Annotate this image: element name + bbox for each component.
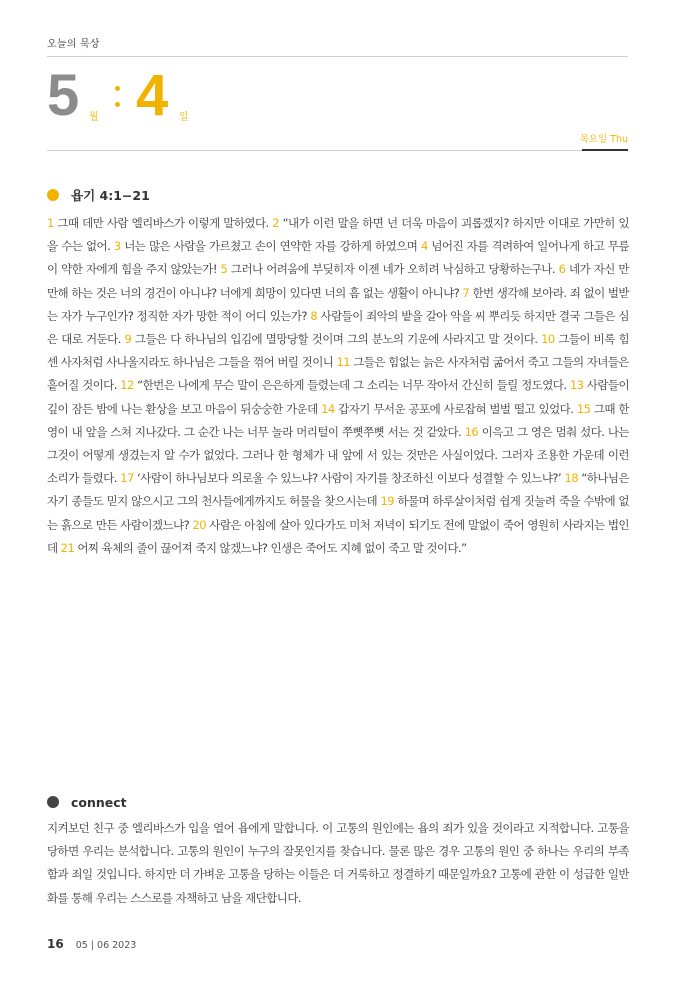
verse-text: 그들은 다 하나님의 입김에 멸망당할 것이며 그의 분노의 기운에 사라지고 말 것이다. [131, 332, 542, 347]
verse-text: 너는 많은 사람을 가르쳤고 손이 연약한 자를 강하게 하였으며 [120, 239, 421, 254]
weekday-underline [582, 149, 628, 151]
verse-number: 2 [272, 216, 280, 230]
scripture-text [47, 212, 629, 560]
colon-icon [115, 80, 121, 110]
verse-text: 사람은 아침에 살아 있다가도 미처 저녁이 되기도 전에 말없이 죽어 영원히 사라지는 법인데 [47, 517, 629, 555]
verse-text: 어찌 육체의 줄이 끊어져 죽지 않겠느냐? 인생은 죽어도 지혜 없이 죽고 말 것이다.” [74, 540, 467, 555]
scripture-reference: 욥기 4:1−21 [71, 188, 150, 203]
verse-number: 12 [120, 378, 134, 393]
verse-text: “하나님은 자기 종들도 믿지 않으시고 그의 천사들에게까지도 허물을 찾으시는데 [47, 471, 629, 509]
verse-number: 9 [124, 332, 132, 347]
verse-text: 사람들이 죄악의 밭을 갈아 악을 씨 뿌리듯 하지만 결국 그들은 심은 대로 거둔다. [47, 308, 629, 347]
verse-text: 네가 자신 만만해 하는 것은 너의 경건이 아니냐? 너에게 희망이 있다면 너의 흠 없는 생활이 아니냐? [47, 262, 629, 300]
connect-heading [47, 793, 127, 811]
day-unit: 일 [179, 112, 189, 123]
verse-text: 이윽고 그 영은 멈춰 섰다. 나는 그것이 어떻게 생겼는지 알 수가 없었다. 그러나 한 형체가 내 앞에 서 있는 것만은 사실이었다. 그러자 조용한 가운데 이런 소리가 들렸다. [47, 424, 629, 486]
verse-number: 21 [60, 540, 75, 555]
verse-number: 15 [576, 401, 591, 416]
verse-text: “내가 이런 말을 하면 넌 더욱 마음이 괴롭겠지? 하지만 이대로 가만히 있을 수는 없어. [47, 216, 629, 254]
connect-title: connect [71, 794, 127, 810]
month-unit: 월 [89, 112, 99, 123]
verse-number: 13 [569, 378, 584, 393]
verse-number: 5 [220, 262, 228, 277]
verse-text: “한번은 나에게 무슨 말이 은은하게 들렸는데 그 소리는 너무 작아서 간신히 들릴 정도였다. [133, 378, 570, 393]
verse-number: 18 [564, 471, 578, 486]
section-label: 오늘의 묵상 [47, 39, 100, 50]
verse-number: 14 [321, 401, 335, 416]
verse-text: 그때 데만 사람 엘리바스가 이렇게 말하였다. [53, 216, 273, 230]
page-footer [47, 937, 136, 951]
verse-number: 7 [462, 285, 470, 300]
connect-body: 지켜보던 친구 중 엘리바스가 입을 열어 욥에게 말합니다. 이 고통의 원인에는 욥의 죄가 있을 것이라고 지적합니다. 고통을 당하면 우리는 분석합니다. 고통의 원인이 누구의 잘못인지를 찾습니다. 물론 많은 경우 고통의 원인 중 하나는 우리의 부족함과 죄일 것입니다. 하지만 더 가벼운 고통을 당하는 이들은 더 거룩하고 정결하기 때문일까요? 고통에 관한 이 성급한 일반화를 통해 우리는 스스로를 자책하고 남을 재단합니다. [47, 821, 629, 905]
verse-number: 1 [47, 216, 54, 230]
issue-date: 05 | 06 2023 [75, 940, 137, 951]
verse-number: 8 [310, 308, 318, 323]
verse-text: 그들은 힘없는 늙은 사자처럼 굶어서 죽고 그들의 자녀들은 흩어질 것이다. [47, 355, 629, 393]
verse-text: 한번 생각해 보아라. 죄 없이 벌받는 자가 누구인가? 정직한 자가 망한 적이 어디 있는가? [47, 285, 629, 323]
verse-text: 그때 한 영이 내 앞을 스쳐 지나갔다. 그 순간 나는 너무 놀라 머리털이 쭈뼛쭈뼛 서는 것 같았다. [47, 401, 629, 439]
verse-text: ‘사람이 하나님보다 의로울 수 있느냐? 사람이 자기를 창조하신 이보다 성결할 수 있느냐?’ [133, 471, 565, 486]
verse-number: 20 [192, 517, 206, 532]
day-number: 4 [136, 63, 169, 128]
date-divider [47, 150, 628, 151]
verse-text: 사람들이 깊이 잠든 밤에 나는 환상을 보고 마음이 뒤숭숭한 가운데 [47, 378, 629, 416]
yellow-dot-icon [47, 189, 59, 201]
page-number: 16 [47, 937, 64, 951]
scripture-heading [47, 186, 150, 204]
verse-number: 16 [464, 424, 479, 439]
verse-text: 그들이 비록 힘 센 사자처럼 사나울지라도 하나님은 그들을 꺾어 버릴 것이니 [47, 332, 630, 370]
dark-dot-icon [47, 796, 59, 808]
verse-text: 그러나 어려움에 부딪히자 이젠 네가 오히려 낙심하고 당황하는구나. [227, 262, 559, 277]
verse-text: 넘어진 자를 격려하여 일어나게 하고 무릎이 약한 자에게 힘을 주지 않았는가! [47, 239, 630, 277]
weekday-label: 목요일 Thu [579, 134, 628, 145]
verse-text: 하물며 하루살이처럼 쉽게 짓눌려 죽을 수밖에 없는 흙으로 만든 사람이겠느냐? [47, 494, 629, 532]
month-number: 5 [47, 63, 80, 128]
top-divider [47, 56, 628, 57]
verse-number: 11 [336, 355, 351, 370]
verse-number: 4 [420, 239, 428, 254]
verse-number: 19 [380, 494, 394, 509]
verse-number: 6 [558, 262, 566, 277]
verse-number: 3 [113, 239, 121, 254]
verse-number: 10 [541, 332, 555, 347]
verse-number: 17 [120, 471, 134, 486]
verse-text: 갑자기 무서운 공포에 사로잡혀 벌벌 떨고 있었다. [334, 401, 577, 416]
